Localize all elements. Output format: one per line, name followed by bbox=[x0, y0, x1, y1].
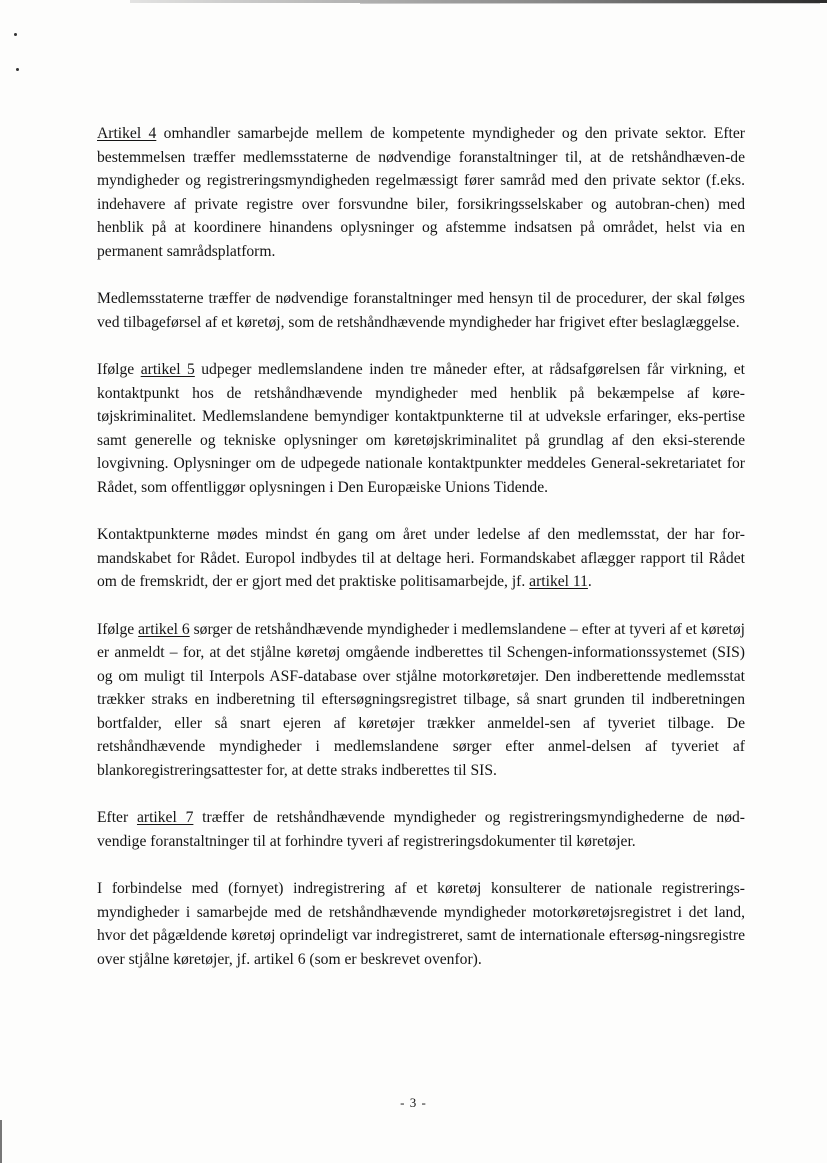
body-paragraph bbox=[97, 877, 745, 971]
article-reference-link[interactable]: artikel 6 bbox=[138, 620, 190, 638]
document-body bbox=[97, 122, 745, 995]
paragraph-text: Efter bbox=[97, 809, 137, 826]
paragraph-text: . bbox=[587, 573, 592, 590]
paragraph-text: Kontaktpunkterne mødes mindst én gang om året under ledelse af den medlemsstat, der har for-mandskabet for Rådet. Europol indbydes til at deltage heri. Formandskabet aflægger rapport til Rådet om de fremskridt, der er gjort med det praktiske politisamarbejde, jf. bbox=[97, 526, 745, 590]
paragraph-text: træffer de retshåndhævende myndigheder og registreringsmyndighederne de nød-vendige foranstaltninger til at forhindre tyveri af registreringsdokumenter til køretøjer. bbox=[97, 809, 745, 850]
article-reference-link[interactable]: artikel 5 bbox=[140, 361, 195, 378]
paragraph-text: omhandler samarbejde mellem de kompetente myndigheder og den private sektor. Efter bestemmelsen træffer medlemsstaterne de nødvendige foranstaltninger til, at de retshåndhæven-de myndigheder og registreringsmyndigheden regelmæssigt fører samråd med den private sektor (f.eks. indehavere af private registre over forsvundne biler, forsikringsselskaber og autobran-chen) med henblik på at koordinere hinandens oplysninger og afstemme indsatsen på området, helst via en permanent samrådsplatform. bbox=[97, 125, 745, 260]
paragraph-text: Ifølge bbox=[97, 361, 141, 378]
body-paragraph bbox=[97, 287, 745, 334]
paragraph-text: Ifølge bbox=[97, 620, 139, 638]
article-reference-link[interactable]: Artikel 4 bbox=[97, 125, 157, 142]
body-paragraph bbox=[97, 806, 745, 853]
scan-artifact-top-secondary bbox=[360, 3, 820, 4]
body-paragraph bbox=[97, 122, 745, 263]
scan-speck bbox=[16, 68, 19, 71]
page-number: - 3 - bbox=[400, 1095, 427, 1110]
scan-artifact-edge bbox=[0, 1120, 2, 1163]
body-paragraph bbox=[97, 618, 745, 783]
article-reference-link[interactable]: artikel 7 bbox=[136, 809, 194, 826]
paragraph-text: I forbindelse med (fornyet) indregistrering af et køretøj konsulterer de nationale registrerings-myndigheder i samarbejde med de retshåndhævende myndigheder motorkøretøjsregistret i det land, hvor det pågældende køretøj oprindeligt var indregistreret, samt de internationale eftersøg-ningsregistre over stjålne køretøjer, jf. artikel 6 (som er beskrevet ovenfor). bbox=[97, 880, 745, 968]
paragraph-text: sørger de retshåndhævende myndigheder i medlemslandene – efter at tyveri af et køretøj er anmeldt – for, at det stjålne køretøj omgående indberettes til Schengen-informationssystemet (SIS) og om muligt til Interpols ASF-database over stjålne motorkøretøjer. Den indberettende medlemsstat trækker straks en indberetning til eftersøgningsregistret tilbage, så snart grunden til indberetningen bortfalder, eller så snart ejeren af køretøjer trækker anmeldel-sen af tyveriet tilbage. De retshåndhævende myndigheder i medlemslandene sørger efter anmel-delsen af tyveriet af blankoregistreringsattester for, at dette straks indberettes til SIS. bbox=[97, 620, 745, 779]
scan-speck bbox=[14, 33, 17, 36]
article-reference-link[interactable]: artikel 11 bbox=[529, 573, 588, 590]
body-paragraph bbox=[97, 523, 745, 594]
body-paragraph bbox=[97, 358, 745, 499]
paragraph-text: udpeger medlemslandene inden tre måneder efter, at rådsafgørelsen får virkning, et kontaktpunkt hos de retshåndhævende myndigheder med henblik på bekæmpelse af køre-tøjskriminalitet. Medlemslandene bemyndiger kontaktpunkterne til at udveksle erfaringer, eks-pertise samt generelle og tekniske oplysninger om køretøjskriminalitet på grundlag af den eksi-sterende lovgivning. Oplysninger om de udpegede nationale kontaktpunkter meddeles General-sekretariatet for Rådet, som offentliggør oplysningen i Den Europæiske Unions Tidende. bbox=[97, 361, 745, 496]
paragraph-text: Medlemsstaterne træffer de nødvendige foranstaltninger med hensyn til de procedurer, der skal følges ved tilbageførsel af et køretøj, som de retshåndhævende myndigheder har frigivet efter beslaglæggelse. bbox=[97, 290, 745, 331]
